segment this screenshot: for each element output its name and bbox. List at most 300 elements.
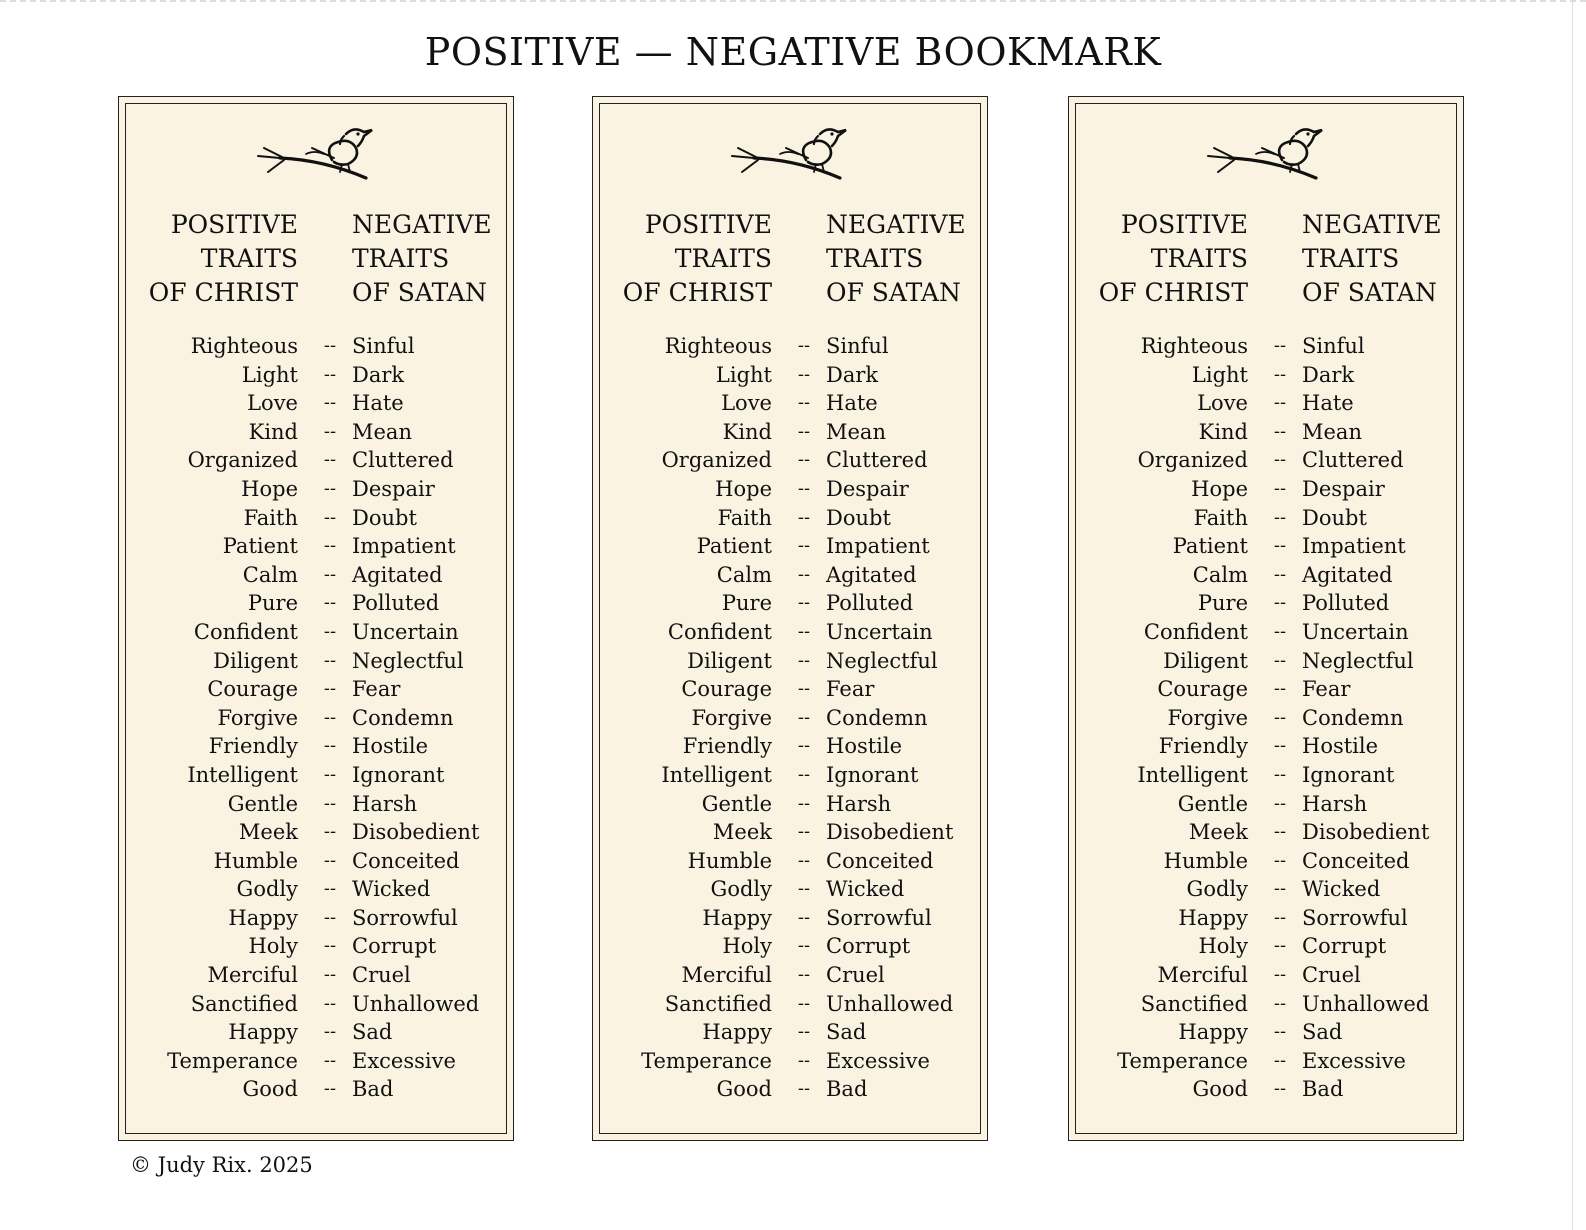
- heading-positive-traits: [623, 208, 772, 310]
- trait-row: [1076, 732, 1456, 761]
- trait-positive: Confident: [193, 619, 298, 644]
- trait-positive: Godly: [236, 877, 298, 902]
- trait-negative: Disobedient: [826, 820, 954, 845]
- heading-positive-traits: [149, 208, 298, 310]
- heading-line: OF SATAN: [1302, 278, 1437, 307]
- heading-line: OF SATAN: [826, 278, 961, 307]
- trait-positive: Good: [716, 1077, 772, 1102]
- trait-separator: --: [1273, 1021, 1287, 1043]
- trait-negative: Harsh: [352, 791, 418, 816]
- heading-line: POSITIVE: [1120, 210, 1248, 239]
- trait-separator: --: [1273, 992, 1287, 1014]
- trait-positive: Calm: [242, 562, 298, 587]
- trait-positive: Temperance: [1117, 1048, 1248, 1073]
- trait-negative: Unhallowed: [352, 991, 480, 1016]
- trait-row: [1076, 761, 1456, 790]
- trait-separator: --: [323, 535, 337, 557]
- trait-row: [600, 761, 980, 790]
- trait-separator: --: [1273, 563, 1287, 585]
- trait-positive: Humble: [687, 848, 772, 873]
- trait-separator: --: [323, 649, 337, 671]
- trait-positive: Merciful: [1157, 963, 1248, 988]
- trait-positive: Good: [1192, 1077, 1248, 1102]
- trait-positive: Gentle: [227, 791, 298, 816]
- trait-separator: --: [797, 678, 811, 700]
- trait-negative: Condemn: [352, 705, 454, 730]
- trait-positive: Holy: [1198, 934, 1248, 959]
- trait-separator: --: [797, 821, 811, 843]
- trait-negative: Excessive: [352, 1048, 456, 1073]
- trait-row: [1076, 847, 1456, 876]
- trait-positive: Courage: [681, 677, 772, 702]
- page-right-edge: [1572, 0, 1580, 1230]
- trait-separator: --: [797, 763, 811, 785]
- trait-row: [600, 1075, 980, 1104]
- trait-separator: --: [323, 363, 337, 385]
- trait-separator: --: [323, 763, 337, 785]
- trait-positive: Pure: [721, 591, 772, 616]
- trait-separator: --: [323, 477, 337, 499]
- trait-row: [126, 932, 506, 961]
- trait-negative: Condemn: [1302, 705, 1404, 730]
- trait-negative: Unhallowed: [826, 991, 954, 1016]
- trait-negative: Polluted: [352, 591, 440, 616]
- trait-separator: --: [797, 477, 811, 499]
- trait-row: [600, 618, 980, 647]
- trait-positive: Happy: [1178, 905, 1248, 930]
- trait-negative: Cluttered: [826, 448, 928, 473]
- trait-row: [600, 847, 980, 876]
- trait-separator: --: [797, 935, 811, 957]
- trait-separator: --: [1273, 1049, 1287, 1071]
- trait-positive: Meek: [1188, 820, 1248, 845]
- trait-positive: Godly: [710, 877, 772, 902]
- trait-row: [1076, 504, 1456, 533]
- trait-negative: Ignorant: [1302, 762, 1395, 787]
- trait-row: [600, 790, 980, 819]
- trait-positive: Gentle: [701, 791, 772, 816]
- trait-row: [600, 361, 980, 390]
- heading-positive-traits: [1099, 208, 1248, 310]
- trait-row: [126, 790, 506, 819]
- trait-row: [126, 732, 506, 761]
- trait-negative: Cruel: [826, 963, 885, 988]
- trait-row: [600, 389, 980, 418]
- trait-separator: --: [797, 878, 811, 900]
- trait-row: [126, 1075, 506, 1104]
- trait-separator: --: [1273, 420, 1287, 442]
- heading-line: TRAITS: [352, 244, 450, 273]
- trait-positive: Happy: [228, 905, 298, 930]
- bookmark-inner-border: [125, 103, 507, 1134]
- heading-negative-traits: [1302, 208, 1442, 310]
- trait-separator: --: [797, 563, 811, 585]
- bird-on-branch-icon: [728, 124, 852, 182]
- trait-negative: Polluted: [1302, 591, 1390, 616]
- trait-separator: --: [1273, 506, 1287, 528]
- trait-separator: --: [797, 335, 811, 356]
- trait-positive: Righteous: [190, 334, 298, 358]
- trait-separator: --: [1273, 935, 1287, 957]
- trait-row: [600, 647, 980, 676]
- heading-line: TRAITS: [1150, 244, 1248, 273]
- trait-negative: Condemn: [826, 705, 928, 730]
- trait-positive: Organized: [187, 448, 298, 473]
- trait-negative: Sinful: [826, 334, 889, 358]
- trait-positive: Kind: [248, 419, 298, 444]
- trait-separator: --: [323, 792, 337, 814]
- trait-positive: Courage: [207, 677, 298, 702]
- trait-separator: --: [323, 420, 337, 442]
- trait-row: [126, 418, 506, 447]
- trait-negative: Harsh: [1302, 791, 1368, 816]
- trait-row: [126, 446, 506, 475]
- trait-row: [1076, 1047, 1456, 1076]
- trait-negative: Excessive: [1302, 1048, 1406, 1073]
- trait-separator: --: [1273, 735, 1287, 757]
- trait-negative: Wicked: [1302, 877, 1381, 902]
- heading-negative-traits: [352, 208, 492, 310]
- trait-separator: --: [1273, 878, 1287, 900]
- trait-separator: --: [1273, 906, 1287, 928]
- trait-row: [1076, 675, 1456, 704]
- trait-row: [126, 1018, 506, 1047]
- bookmark-3: [1068, 96, 1464, 1141]
- trait-separator: --: [797, 363, 811, 385]
- trait-negative: Hostile: [352, 734, 429, 759]
- trait-negative: Polluted: [826, 591, 914, 616]
- trait-positive: Light: [241, 362, 298, 387]
- heading-line: OF CHRIST: [1098, 278, 1248, 307]
- trait-row: [600, 446, 980, 475]
- trait-negative: Harsh: [826, 791, 892, 816]
- trait-positive: Humble: [1163, 848, 1248, 873]
- trait-negative: Doubt: [826, 505, 891, 530]
- trait-positive: Hope: [241, 476, 298, 501]
- trait-positive: Temperance: [641, 1048, 772, 1073]
- trait-negative: Sad: [1302, 1020, 1343, 1045]
- trait-positive: Organized: [1137, 448, 1248, 473]
- trait-positive: Sanctified: [664, 991, 772, 1016]
- trait-negative: Cruel: [352, 963, 411, 988]
- trait-positive: Forgive: [691, 705, 772, 730]
- trait-separator: --: [323, 449, 337, 471]
- trait-row: [600, 961, 980, 990]
- trait-separator: --: [1273, 763, 1287, 785]
- trait-row: [1076, 1075, 1456, 1104]
- trait-row: [600, 475, 980, 504]
- trait-negative: Hostile: [826, 734, 903, 759]
- page-title: POSITIVE — NEGATIVE BOOKMARK: [424, 30, 1162, 74]
- trait-positive: Kind: [1198, 419, 1248, 444]
- trait-separator: --: [797, 792, 811, 814]
- trait-positive: Intelligent: [187, 762, 298, 787]
- trait-row: [1076, 1018, 1456, 1047]
- trait-negative: Sinful: [352, 334, 415, 358]
- trait-separator: --: [1273, 477, 1287, 499]
- trait-positive: Sanctified: [190, 991, 298, 1016]
- trait-negative: Excessive: [826, 1048, 930, 1073]
- trait-separator: --: [1273, 649, 1287, 671]
- trait-separator: --: [797, 706, 811, 728]
- trait-row: [1076, 446, 1456, 475]
- trait-separator: --: [1273, 821, 1287, 843]
- trait-negative: Conceited: [826, 848, 934, 873]
- trait-negative: Cluttered: [1302, 448, 1404, 473]
- trait-positive: Organized: [661, 448, 772, 473]
- trait-separator: --: [323, 1021, 337, 1043]
- trait-negative: Sad: [352, 1020, 393, 1045]
- heading-line: TRAITS: [826, 244, 924, 273]
- trait-separator: --: [323, 849, 337, 871]
- trait-negative: Sorrowful: [1302, 905, 1408, 930]
- trait-row: [1076, 475, 1456, 504]
- trait-negative: Neglectful: [1302, 648, 1414, 673]
- trait-positive: Friendly: [208, 734, 298, 759]
- trait-row: [600, 1018, 980, 1047]
- trait-row: [1076, 589, 1456, 618]
- trait-separator: --: [797, 449, 811, 471]
- trait-row: [1076, 990, 1456, 1019]
- trait-row: [600, 561, 980, 590]
- trait-positive: Kind: [722, 419, 772, 444]
- trait-separator: --: [797, 592, 811, 614]
- heading-negative-traits: [826, 208, 966, 310]
- trait-positive: Calm: [1192, 562, 1248, 587]
- traits-list: [600, 332, 980, 1104]
- trait-row: [126, 647, 506, 676]
- trait-negative: Impatient: [1302, 534, 1406, 559]
- trait-row: [126, 961, 506, 990]
- heading-line: TRAITS: [200, 244, 298, 273]
- trait-separator: --: [1273, 792, 1287, 814]
- trait-separator: --: [323, 992, 337, 1014]
- trait-row: [126, 704, 506, 733]
- trait-row: [126, 561, 506, 590]
- copyright-notice: © Judy Rix. 2025: [130, 1153, 313, 1177]
- trait-negative: Mean: [352, 419, 412, 444]
- trait-row: [126, 990, 506, 1019]
- trait-row: [600, 532, 980, 561]
- heading-line: NEGATIVE: [352, 210, 492, 239]
- trait-negative: Agitated: [1302, 562, 1393, 587]
- trait-negative: Dark: [826, 362, 879, 387]
- trait-separator: --: [1273, 849, 1287, 871]
- trait-positive: Happy: [228, 1020, 298, 1045]
- trait-positive: Diligent: [1163, 648, 1248, 673]
- trait-positive: Forgive: [1167, 705, 1248, 730]
- trait-positive: Holy: [722, 934, 772, 959]
- trait-negative: Despair: [352, 476, 435, 501]
- trait-positive: Intelligent: [1137, 762, 1248, 787]
- trait-separator: --: [797, 420, 811, 442]
- trait-row: [126, 904, 506, 933]
- trait-positive: Love: [1197, 391, 1248, 416]
- trait-separator: --: [323, 506, 337, 528]
- trait-separator: --: [797, 1078, 811, 1100]
- trait-negative: Disobedient: [352, 820, 480, 845]
- trait-negative: Uncertain: [826, 619, 933, 644]
- trait-positive: Temperance: [167, 1048, 298, 1073]
- trait-separator: --: [323, 392, 337, 414]
- trait-negative: Conceited: [1302, 848, 1410, 873]
- trait-positive: Merciful: [681, 963, 772, 988]
- trait-separator: --: [323, 335, 337, 356]
- trait-positive: Diligent: [213, 648, 298, 673]
- trait-negative: Disobedient: [1302, 820, 1430, 845]
- trait-positive: Happy: [1178, 1020, 1248, 1045]
- trait-negative: Uncertain: [1302, 619, 1409, 644]
- trait-negative: Hate: [826, 391, 878, 416]
- trait-negative: Neglectful: [352, 648, 464, 673]
- trait-positive: Courage: [1157, 677, 1248, 702]
- trait-row: [126, 504, 506, 533]
- heading-line: TRAITS: [674, 244, 772, 273]
- trait-row: [600, 904, 980, 933]
- trait-separator: --: [1273, 363, 1287, 385]
- trait-separator: --: [797, 906, 811, 928]
- trait-positive: Merciful: [207, 963, 298, 988]
- trait-positive: Holy: [248, 934, 298, 959]
- trait-positive: Gentle: [1177, 791, 1248, 816]
- traits-list: [126, 332, 506, 1104]
- trait-row: [600, 418, 980, 447]
- trait-separator: --: [797, 1049, 811, 1071]
- trait-negative: Wicked: [352, 877, 431, 902]
- trait-positive: Hope: [715, 476, 772, 501]
- trait-positive: Intelligent: [661, 762, 772, 787]
- trait-positive: Meek: [238, 820, 298, 845]
- trait-negative: Conceited: [352, 848, 460, 873]
- trait-positive: Pure: [1197, 591, 1248, 616]
- trait-positive: Calm: [716, 562, 772, 587]
- trait-separator: --: [1273, 535, 1287, 557]
- trait-row: [126, 389, 506, 418]
- trait-row: [126, 475, 506, 504]
- trait-separator: --: [323, 935, 337, 957]
- trait-positive: Patient: [1172, 534, 1248, 559]
- trait-negative: Corrupt: [352, 934, 437, 959]
- trait-positive: Forgive: [217, 705, 298, 730]
- trait-positive: Meek: [712, 820, 772, 845]
- trait-row: [126, 675, 506, 704]
- trait-negative: Neglectful: [826, 648, 938, 673]
- trait-row: [1076, 704, 1456, 733]
- trait-separator: --: [797, 964, 811, 986]
- trait-positive: Patient: [696, 534, 772, 559]
- heading-line: OF SATAN: [352, 278, 487, 307]
- bookmark-inner-border: [599, 103, 981, 1134]
- heading-line: TRAITS: [1302, 244, 1400, 273]
- trait-separator: --: [1273, 964, 1287, 986]
- trait-negative: Impatient: [352, 534, 456, 559]
- trait-positive: Friendly: [1158, 734, 1248, 759]
- trait-row: [1076, 904, 1456, 933]
- trait-separator: --: [323, 735, 337, 757]
- trait-row: [1076, 818, 1456, 847]
- trait-negative: Ignorant: [352, 762, 445, 787]
- trait-row: [1076, 932, 1456, 961]
- trait-negative: Agitated: [352, 562, 443, 587]
- trait-separator: --: [797, 735, 811, 757]
- trait-positive: Diligent: [687, 648, 772, 673]
- trait-positive: Confident: [1143, 619, 1248, 644]
- trait-row: [126, 847, 506, 876]
- trait-separator: --: [797, 649, 811, 671]
- trait-negative: Uncertain: [352, 619, 459, 644]
- trait-negative: Corrupt: [826, 934, 911, 959]
- trait-row: [1076, 532, 1456, 561]
- page-top-edge: [0, 0, 1586, 6]
- trait-row: [600, 704, 980, 733]
- trait-row: [600, 1047, 980, 1076]
- trait-negative: Hate: [1302, 391, 1354, 416]
- heading-line: NEGATIVE: [1302, 210, 1442, 239]
- bookmark-1: [118, 96, 514, 1141]
- trait-row: [1076, 618, 1456, 647]
- bookmark-inner-border: [1075, 103, 1457, 1134]
- trait-row: [1076, 875, 1456, 904]
- trait-negative: Despair: [826, 476, 909, 501]
- trait-separator: --: [323, 1078, 337, 1100]
- trait-negative: Bad: [352, 1077, 394, 1102]
- trait-negative: Bad: [826, 1077, 868, 1102]
- trait-separator: --: [323, 964, 337, 986]
- trait-positive: Love: [721, 391, 772, 416]
- trait-separator: --: [323, 706, 337, 728]
- trait-negative: Fear: [352, 677, 401, 702]
- trait-negative: Sinful: [1302, 334, 1365, 358]
- heading-line: POSITIVE: [170, 210, 298, 239]
- trait-negative: Mean: [826, 419, 886, 444]
- trait-positive: Humble: [213, 848, 298, 873]
- trait-positive: Faith: [1193, 505, 1248, 530]
- trait-negative: Sorrowful: [826, 905, 932, 930]
- trait-separator: --: [1273, 592, 1287, 614]
- traits-list: [1076, 332, 1456, 1104]
- trait-negative: Hostile: [1302, 734, 1379, 759]
- trait-row: [126, 1047, 506, 1076]
- trait-negative: Corrupt: [1302, 934, 1387, 959]
- trait-positive: Light: [1191, 362, 1248, 387]
- trait-positive: Confident: [667, 619, 772, 644]
- trait-negative: Doubt: [352, 505, 417, 530]
- trait-separator: --: [1273, 449, 1287, 471]
- trait-positive: Happy: [702, 905, 772, 930]
- trait-row: [1076, 389, 1456, 418]
- heading-line: POSITIVE: [644, 210, 772, 239]
- trait-negative: Unhallowed: [1302, 991, 1430, 1016]
- trait-separator: --: [797, 506, 811, 528]
- bird-on-branch-icon: [254, 124, 378, 182]
- trait-negative: Hate: [352, 391, 404, 416]
- bookmark-2: [592, 96, 988, 1141]
- trait-negative: Cluttered: [352, 448, 454, 473]
- trait-separator: --: [1273, 335, 1287, 356]
- trait-row: [1076, 332, 1456, 361]
- trait-separator: --: [323, 678, 337, 700]
- trait-negative: Sorrowful: [352, 905, 458, 930]
- trait-separator: --: [323, 821, 337, 843]
- trait-row: [126, 818, 506, 847]
- trait-separator: --: [797, 992, 811, 1014]
- trait-positive: Happy: [702, 1020, 772, 1045]
- trait-row: [600, 332, 980, 361]
- trait-positive: Light: [715, 362, 772, 387]
- trait-positive: Friendly: [682, 734, 772, 759]
- trait-separator: --: [1273, 620, 1287, 642]
- trait-separator: --: [323, 563, 337, 585]
